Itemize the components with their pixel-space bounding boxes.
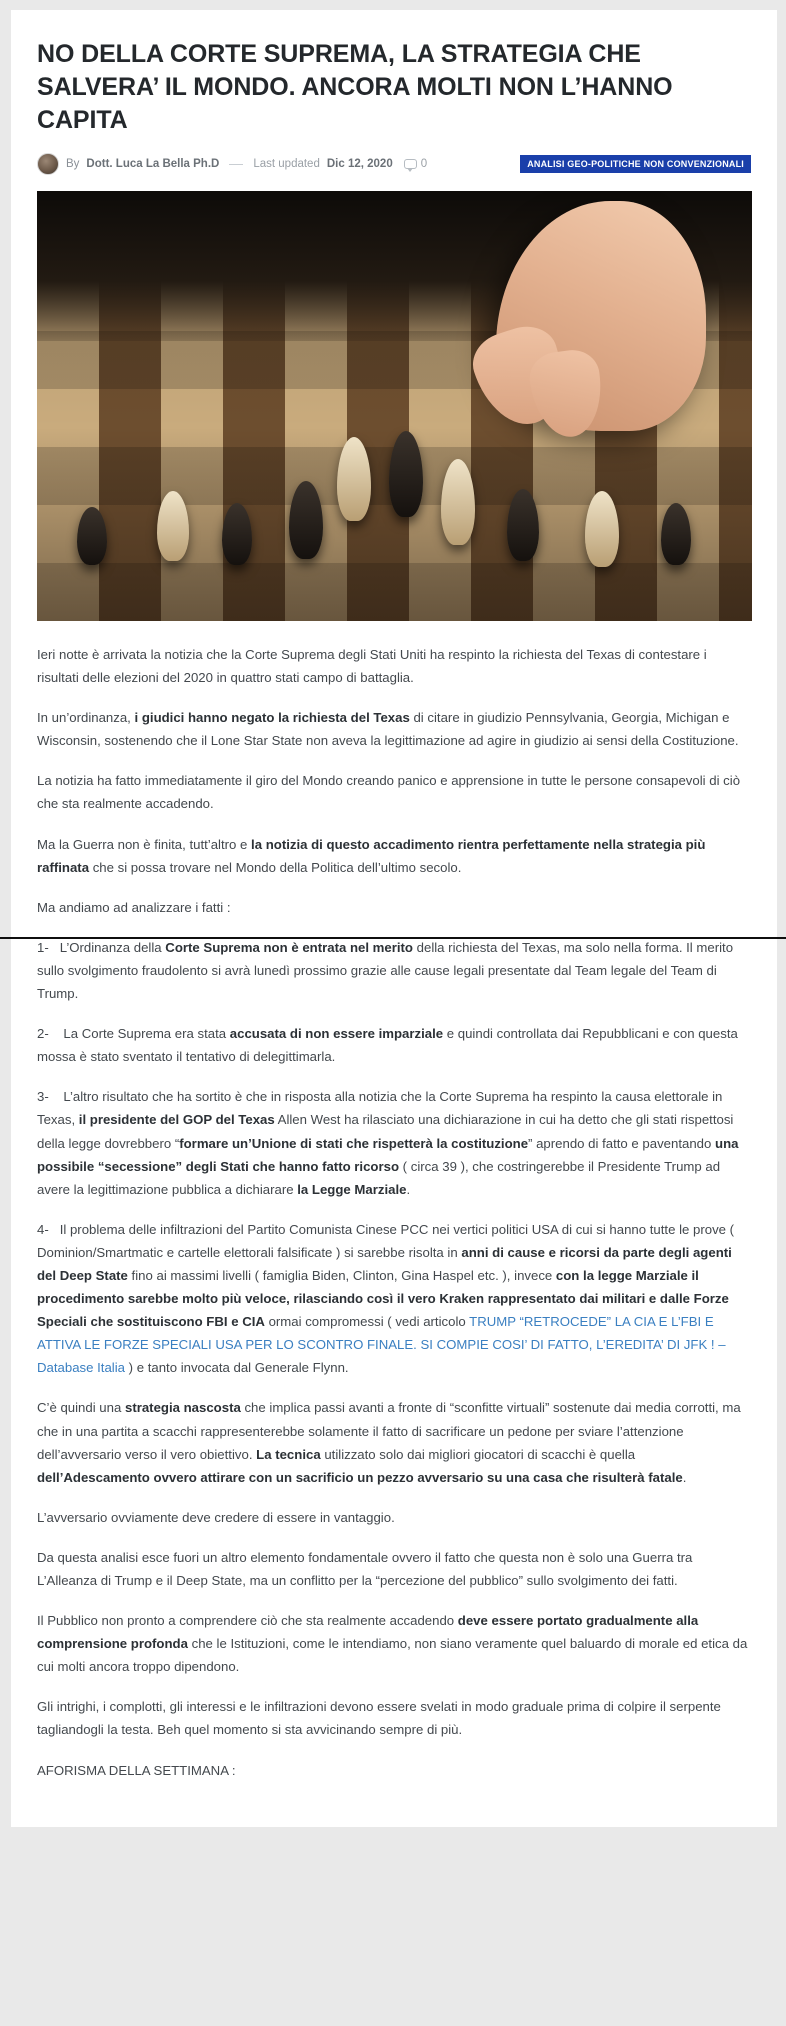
article-paragraph: 2- La Corte Suprema era stata accusata di non essere imparziale e quindi controllata dai Repubblicani e con questa mossa è stato sventato il tentativo di delegittimarla. [37,1026,738,1065]
comment-icon [404,159,417,169]
comment-count: 0 [420,158,428,170]
article-paragraph: Ma andiamo ad analizzare i fatti : [37,899,231,915]
article-paragraph: Il Pubblico non pronto a comprendere ciò che sta realmente accadendo deve essere portato gradualmente alla comprensione profonda che le Istituzioni, come le intendiamo, non siano veramente quel baluardo di morale ed etica da cui molti ancora troppo dipendono. [37,1613,748,1675]
avatar [37,153,59,175]
article-paragraph: 3- L’altro risultato che ha sortito è che in risposta alla notizia che la Corte Suprema ha respinto la causa elettorale in Texas, il presidente del GOP del Texas Allen West ha rilasciato una dichiarazione in cui ha detto che gli stati rispettosi della legge dovrebbero “formare un’Unione di stati che rispetterà la costituzione” aprendo di fatto e paventando una possibile “secessione” degli Stati che hanno fatto ricorso ( circa 39 ), che costringerebbe il Presidente Trump ad avere la legittimazione pubblica a dichiarare la Legge Marziale. [37,1089,739,1197]
article-paragraph: Ma la Guerra non è finita, tutt’altro e la notizia di questo accadimento rientra perfettamente nella strategia più raffinata che si possa trovare nel Mondo della Politica dell’ultimo secolo. [37,836,706,875]
hero-image [37,191,752,621]
article-paragraph: L’avversario ovviamente deve credere di essere in vantaggio. [37,1509,395,1525]
last-updated-label: Last updated [253,158,320,170]
article-body [37,643,751,1782]
article-paragraph: In un’ordinanza, i giudici hanno negato la richiesta del Texas di citare in giudizio Pennsylvania, Georgia, Michigan e Wisconsin, sostenendo che il Lone Star State non aveva la legittimazione ad agire in giudizio ai sensi della Costituzione. [37,710,739,749]
author-name[interactable]: Dott. Luca La Bella Ph.D [86,158,220,170]
article-paragraph: La notizia ha fatto immediatamente il giro del Mondo creando panico e apprensione in tutte le persone consapevoli di ciò che sta realmente accadendo. [37,773,741,812]
article-meta [37,153,751,175]
article-paragraph: 4- Il problema delle infiltrazioni del Partito Comunista Cinese PCC nei vertici politici USA di cui si hanno tutte le prove ( Dominion/Smartmatic e cartelle elettorali falsificate ) si sarebbe risolta in anni di cause e ricorsi da parte degli agenti del Deep State fino ai massimi livelli ( famiglia Biden, Clinton, Gina Haspel etc. ), invece con la legge Marziale il procedimento sarebbe molto più veloce, rilasciando così il vero Kraken rappresentato dai militari e dalle Forze Speciali che sostituiscono FBI e CIA ormai compromessi ( vedi articolo TRUMP “RETROCEDE” LA CIA E L’FBI E ATTIVA LE FORZE SPECIALI USA PER LO SCONTRO FINALE. SI COMPIE COSI’ DI FATTO, L’EREDITA’ DI JFK ! – Database Italia ) e tanto invocata dal Generale Flynn. [37,1221,735,1376]
article-paragraph: Ieri notte è arrivata la notizia che la Corte Suprema degli Stati Uniti ha respinto la richiesta del Texas di contestare i risultati delle elezioni del 2020 in quattro stati campo di battaglia. [37,647,707,686]
article-link[interactable]: TRUMP “RETROCEDE” LA CIA E L’FBI E ATTIVA LE FORZE SPECIALI USA PER LO SCONTRO FINALE. SI COMPIE COSI’ DI FATTO, L’EREDITA’ DI JFK ! – Database Italia [37,1314,726,1376]
page-title: NO DELLA CORTE SUPREMA, LA STRATEGIA CHE SALVERA’ IL MONDO. ANCORA MOLTI NON L’HANNO CAPITA [37,40,673,134]
category-badge[interactable]: ANALISI GEO-POLITICHE NON CONVENZIONALI [520,155,751,173]
article-paragraph: Da questa analisi esce fuori un altro elemento fondamentale ovvero il fatto che questa non è solo una Guerra tra L’Alleanza di Trump e il Deep State, ma un conflitto per la “percezione del pubblico” sullo svolgimento dei fatti. [37,1549,693,1588]
article-paragraph: 1- L’Ordinanza della Corte Suprema non è entrata nel merito della richiesta del Texas, ma solo nella forma. Il merito sullo svolgimento fraudolento si avrà lunedì prossimo grazie alle cause legali presentate dal Team legale del Team di Trump. [37,939,734,1002]
article-paragraph: AFORISMA DELLA SETTIMANA : [37,1762,236,1778]
publish-date: Dic 12, 2020 [326,158,393,170]
comment-count-group[interactable] [404,158,427,170]
byline-label: By [66,158,80,170]
article-card [11,10,777,1827]
viewport-divider [0,937,786,939]
meta-divider [229,164,243,165]
article-paragraph: Gli intrighi, i complotti, gli interessi e le infiltrazioni devono essere svelati in modo graduale prima di colpire il serpente tagliandogli la testa. Beh quel momento si sta avvicinando sempre di più. [37,1699,721,1738]
article-paragraph: C’è quindi una strategia nascosta che implica passi avanti a fronte di “sconfitte virtuali” sostenute dai media corrotti, ma che in una partita a scacchi rappresenterebbe solamente il fatto di sacrificare un pedone per sviare l’attenzione dell’avversario verso il vero obiettivo. La tecnica utilizzato solo dai migliori giocatori di scacchi è quella dell’Adescamento ovvero attirare con un sacrificio un pezzo avversario su una casa che risulterà fatale. [37,1400,741,1485]
